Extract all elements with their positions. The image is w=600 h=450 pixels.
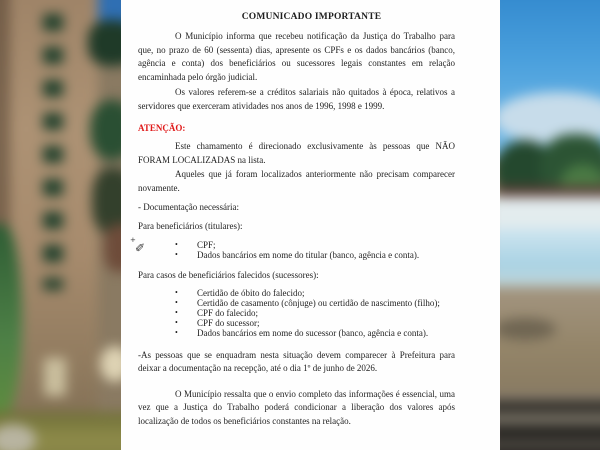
closing-paragraph: -As pessoas que se enquadram nesta situação devem comparecer à Prefeitura para deixar a documentação na recepção, até o dia 1º de junho de 2026.	[138, 349, 455, 373]
attention-paragraph: Aqueles que já foram localizados anteriormente não precisam comparecer novamente.	[138, 169, 455, 193]
list-item	[138, 288, 455, 298]
documentation-heading: - Documentação necessária:	[138, 202, 239, 212]
document-body	[138, 0, 455, 428]
list-item-text: CPF;	[197, 240, 216, 250]
list-item	[138, 250, 455, 260]
list-item-text: Dados bancários em nome do titular (banco, agência e conta).	[197, 250, 420, 260]
attention-label: ATENÇÃO:	[138, 123, 186, 133]
sand-shadow	[494, 318, 556, 340]
bullet-icon: •	[175, 317, 178, 327]
closing-paragraph: O Município ressalta que o envio completo das informações é essencial, uma vez que a Justiça do Trabalho poderá condicionar a liberação dos valores após localização de todos os beneficiários constantes na relação.	[138, 388, 455, 426]
intro-paragraph: Os valores referem-se a créditos salariais não quitados à época, relativos a servidores que exerceram atividades nos anos de 1996, 1998 e 1999.	[138, 87, 455, 111]
list-item-text: CPF do sucessor;	[197, 317, 260, 328]
document-title: COMUNICADO IMPORTANTE	[241, 12, 382, 22]
list-item-text: CPF do falecido;	[197, 307, 258, 318]
bullet-icon: •	[175, 250, 178, 259]
attention-paragraph: Este chamamento é direcionado exclusivamente às pessoas que NÃO FORAM LOCALIZADAS na lista.	[138, 141, 455, 165]
bullet-icon: •	[175, 307, 178, 317]
pencil-glyph: ✐	[135, 241, 146, 255]
list-item	[138, 308, 455, 318]
bullet-icon: •	[175, 287, 178, 297]
list-item	[138, 240, 455, 250]
beach-sand	[488, 286, 600, 398]
water	[488, 228, 600, 290]
pencil-sparkle: +	[130, 236, 136, 244]
falecidos-label: Para casos de beneficiários falecidos (sucessores):	[138, 270, 319, 280]
intro-paragraph: O Município informa que recebeu notificação da Justiça do Trabalho para que, no prazo de 60 (sessenta) dias, apresente os CPFs e os dados bancários (banco, agência e conta) dos beneficiários ou sucessores legais constantes em relação encaminhada pelo órgão judicial.	[138, 31, 455, 82]
titulares-list	[138, 240, 455, 260]
list-item-text: Certidão de óbito do falecido;	[197, 287, 305, 298]
bullet-icon: •	[175, 327, 178, 337]
dark-steps	[488, 394, 600, 450]
tower-windows	[43, 14, 63, 290]
tower-door	[44, 358, 66, 396]
list-item	[138, 328, 455, 338]
list-item-text: Dados bancários em nome do sucessor (banco, agência e conta).	[197, 327, 429, 338]
list-item-text: Certidão de casamento (cônjuge) ou certidão de nascimento (filho);	[197, 297, 440, 308]
falecidos-list	[138, 288, 455, 338]
document-page	[121, 0, 500, 450]
list-item	[138, 318, 455, 328]
list-item	[138, 298, 455, 308]
bullet-icon: •	[175, 297, 178, 307]
titulares-label: Para beneficiários (titulares):	[138, 220, 243, 231]
bullet-icon: •	[175, 240, 178, 249]
